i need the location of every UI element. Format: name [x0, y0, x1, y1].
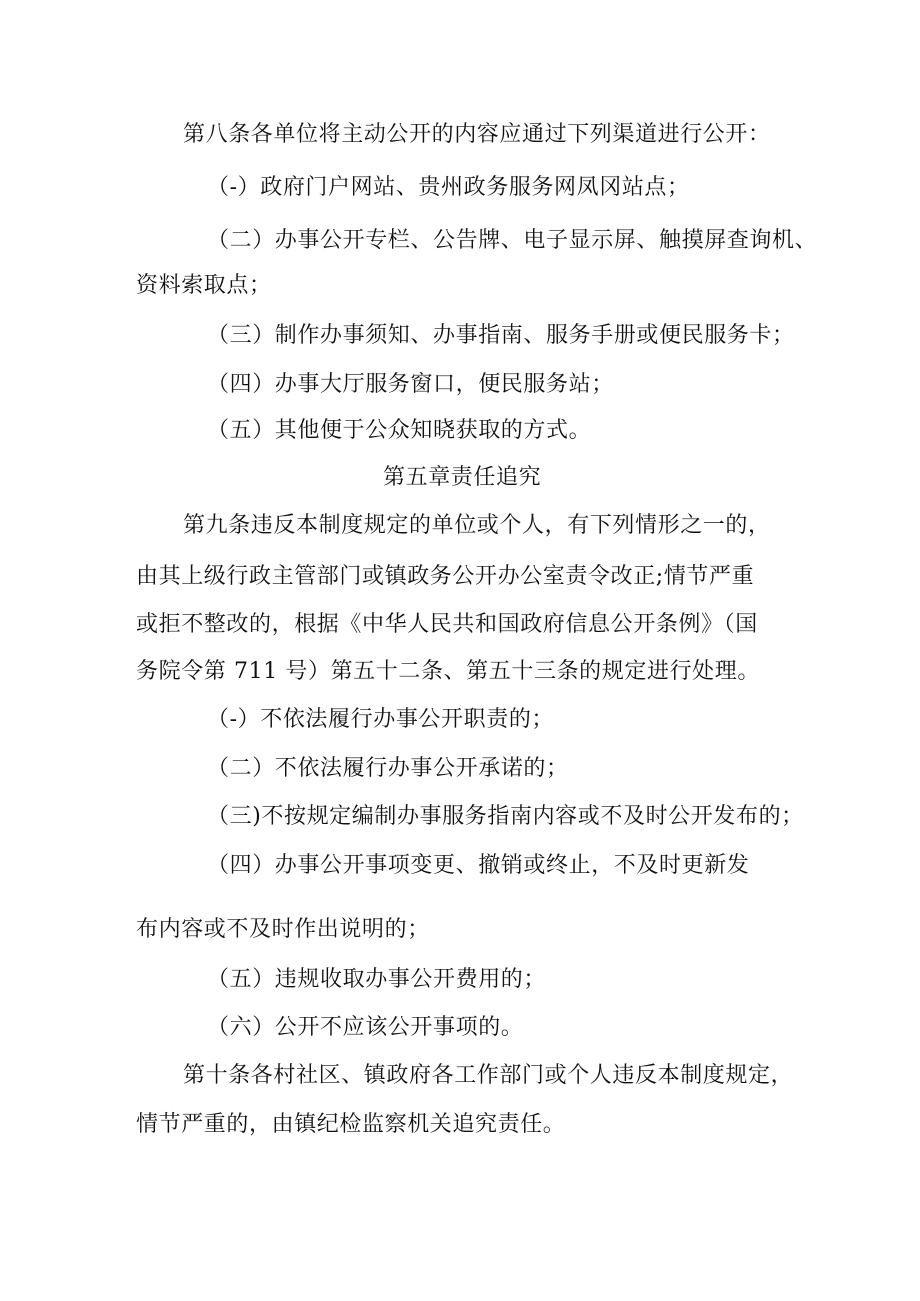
- article-9-line-1: 第九条违反本制度规定的单位或个人，有下列情形之一的，: [183, 513, 771, 538]
- chapter-5-title: 第五章责任追究: [383, 465, 542, 490]
- article-9-item-4-line-2: 布内容或不及时作出说明的；: [136, 917, 430, 942]
- article-9-item-1: （-）不依法履行办事公开职责的；: [207, 707, 555, 732]
- article-9-line-4: 务院令第 711 号）第五十二条、第五十三条的规定进行处理。: [136, 659, 760, 684]
- article-10-line-1: 第十条各村社区、镇政府各工作部门或个人违反本制度规定，: [183, 1063, 794, 1088]
- article-9-item-4-line-1: （四）办事公开事项变更、撤销或终止，不及时更新发: [207, 853, 750, 878]
- article-9-item-3: （三)不按规定编制办事服务指南内容或不及时公开发布的；: [207, 804, 804, 829]
- article-8-item-4: （四）办事大厅服务窗口，便民服务站；: [207, 372, 614, 397]
- article-8-item-5: （五）其他便于公众知晓获取的方式。: [207, 418, 592, 443]
- article-10-line-2: 情节严重的，由镇纪检监察机关追究责任。: [136, 1112, 566, 1137]
- article-8-item-3: （三）制作办事须知、办事指南、服务手册或便民服务卡；: [207, 323, 795, 348]
- article-9-line-2: 由其上级行政主管部门或镇政务公开办公室责令改正;情节严重: [136, 564, 755, 589]
- article-9-item-2: （二）不依法履行办事公开承诺的；: [207, 756, 569, 781]
- article-8-item-2-line-1: （二）办事公开专栏、公告牌、电子显示屏、触摸屏查询机、: [207, 228, 818, 253]
- article-9-line-3: 或拒不整改的，根据《中华人民共和国政府信息公开条例》（国: [136, 612, 758, 637]
- article-8-item-2-line-2: 资料索取点；: [136, 273, 272, 298]
- article-9-item-5: （五）违规收取办事公开费用的；: [207, 967, 547, 992]
- article-9-item-6: （六）公开不应该公开事项的。: [207, 1015, 524, 1040]
- article-8-item-1: （-）政府门户网站、贵州政务服务网凤冈站点；: [207, 175, 690, 200]
- article-8-intro: 第八条各单位将主动公开的内容应通过下列渠道进行公开：: [183, 122, 771, 147]
